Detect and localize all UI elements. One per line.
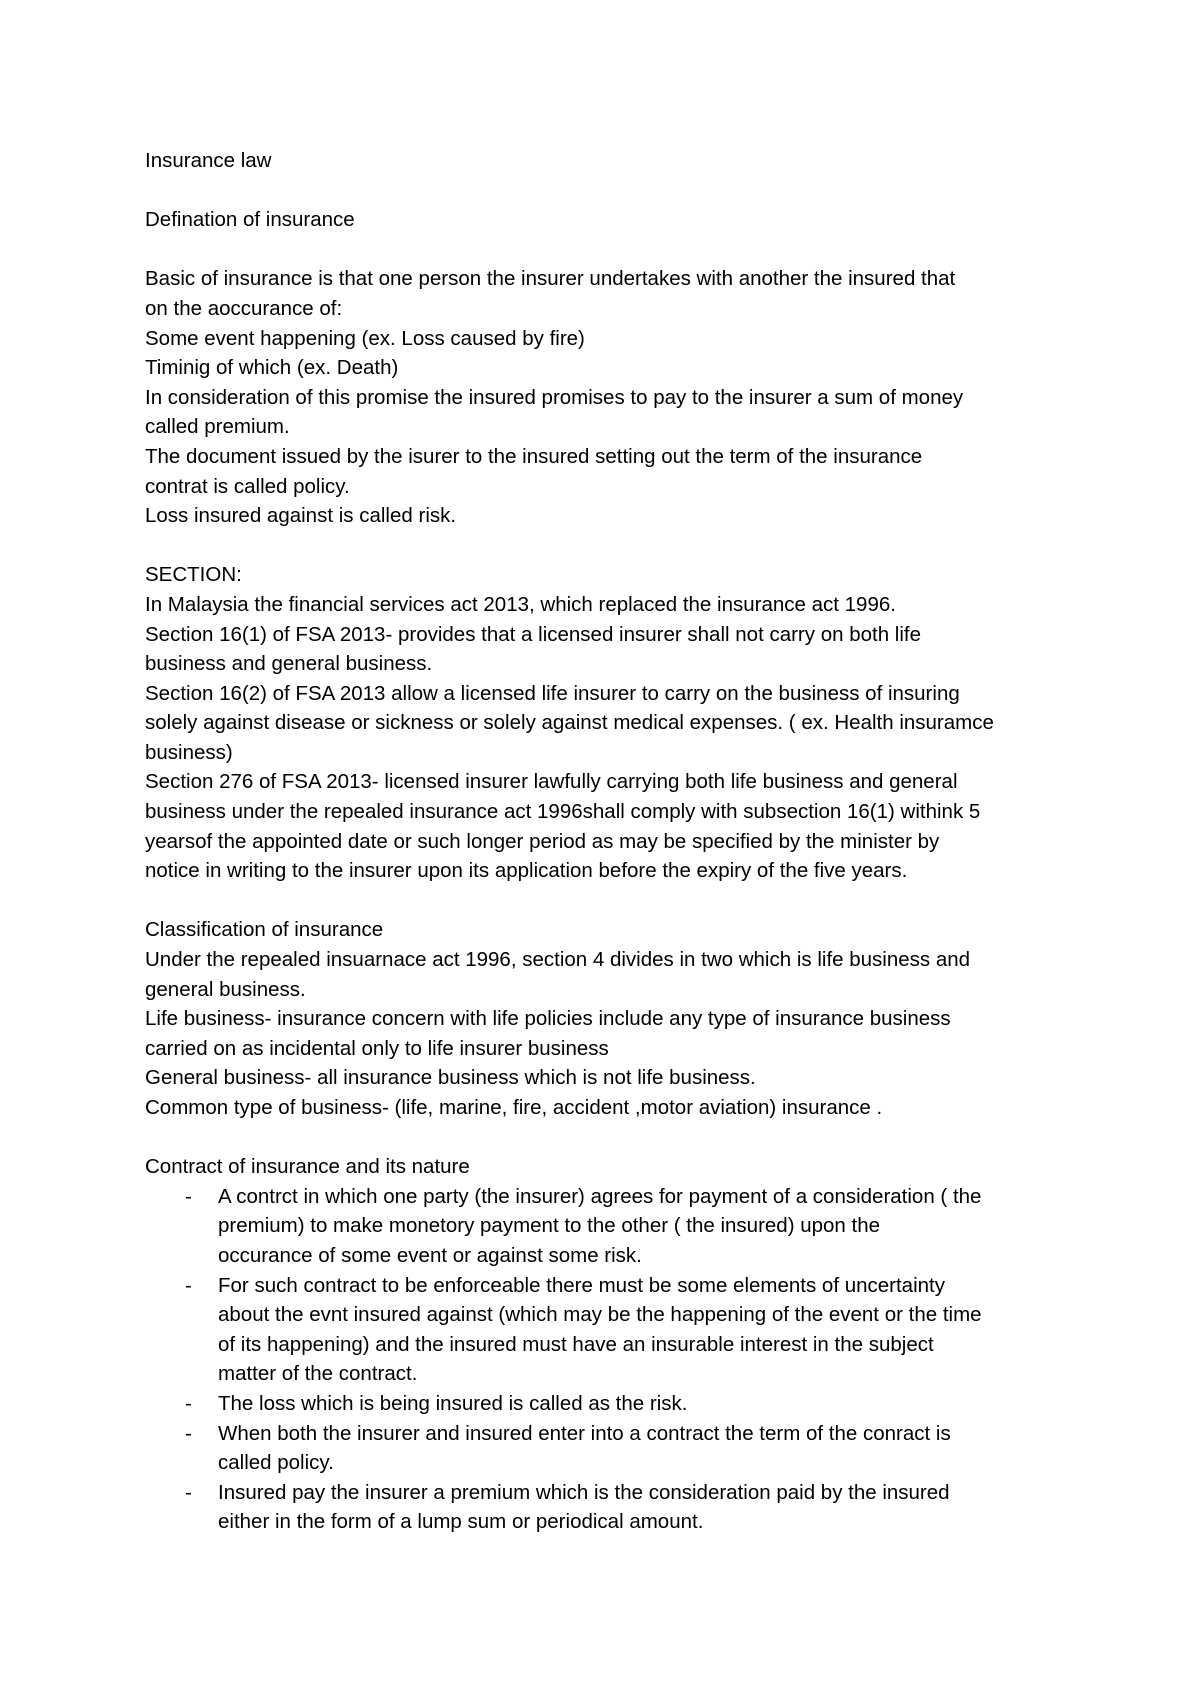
section-paragraph [145,590,1075,886]
spacer [145,176,1075,206]
classification-heading: Classification of insurance [145,918,384,942]
section-heading: SECTION: [145,563,242,587]
text-line: In consideration of this promise the insured promises to pay to the insurer a sum of money [145,385,964,409]
dash-bullet: - [185,1184,192,1208]
text-line: The loss which is being insured is called as the risk. [218,1391,688,1415]
text-line: For such contract to be enforceable there must be some elements of uncertainty [218,1273,945,1297]
document-title: Insurance law [145,149,272,172]
list-item [145,1419,1075,1478]
text-line: Timinig of which (ex. Death) [145,356,399,380]
classification-paragraph [145,945,1075,1123]
definition-heading: Defination of insurance [145,208,355,232]
text-line: general business. [145,977,306,1001]
spacer [145,1123,1075,1153]
dash-bullet: - [185,1273,192,1297]
document-page [145,146,1075,1537]
dash-bullet: - [185,1480,192,1504]
text-line: contrat is called policy. [145,474,350,498]
text-line: matter of the contract. [218,1362,418,1386]
text-line: Under the repealed insuarnace act 1996, section 4 divides in two which is life business and [145,948,971,972]
text-line: premium) to make monetory payment to the other ( the insured) upon the [218,1214,881,1238]
spacer [145,531,1075,561]
text-line: Common type of business- (life, marine, fire, accident ,motor aviation) insurance . [145,1096,883,1119]
text-line: called policy. [218,1451,334,1475]
dash-bullet: - [185,1391,192,1415]
text-line: of its happening) and the insured must have an insurable interest in the subject [218,1332,934,1356]
text-line: A contrct in which one party (the insurer) agrees for payment of a consideration ( the [218,1184,982,1208]
text-line: Life business- insurance concern with life policies include any type of insurance business [145,1007,951,1031]
text-line: Section 16(2) of FSA 2013 allow a licensed life insurer to carry on the business of insuring [145,681,960,705]
text-line: business under the repealed insurance act 1996shall comply with subsection 16(1) withink 5 [145,800,981,824]
text-line: Basic of insurance is that one person the insurer undertakes with another the insured that [145,267,956,291]
text-line: Loss insured against is called risk. [145,504,457,528]
list-item [145,1478,1075,1537]
list-item [145,1182,1075,1271]
bullet-text [218,1478,1075,1537]
definition-paragraph [145,264,1075,530]
text-line: Section 16(1) of FSA 2013- provides that a licensed insurer shall not carry on both life [145,622,922,646]
contract-heading: Contract of insurance and its nature [145,1155,470,1179]
bullet-text [218,1271,1075,1389]
text-line: yearsof the appointed date or such longer period as may be specified by the minister by [145,829,940,853]
text-line: When both the insurer and insured enter into a contract the term of the conract is [218,1421,951,1445]
text-line: The document issued by the isurer to the insured setting out the term of the insurance [145,444,923,468]
list-item [145,1389,1075,1419]
text-line: Section 276 of FSA 2013- licensed insurer lawfully carrying both life business and general [145,770,958,794]
list-item [145,1271,1075,1389]
text-line: solely against disease or sickness or solely against medical expenses. ( ex. Health insuramce [145,711,994,735]
text-line: either in the form of a lump sum or periodical amount. [218,1510,704,1534]
text-line: General business- all insurance business which is not life business. [145,1066,756,1090]
bullet-text [218,1389,1075,1419]
text-line: business) [145,740,233,764]
bullet-text [218,1419,1075,1478]
spacer [145,886,1075,916]
bullet-text [218,1182,1075,1271]
text-line: occurance of some event or against some risk. [218,1243,642,1267]
text-line: about the evnt insured against (which may be the happening of the event or the time [218,1303,982,1327]
dash-bullet: - [185,1421,192,1445]
text-line: carried on as incidental only to life insurer business [145,1036,609,1060]
text-line: called premium. [145,415,290,439]
text-line: Some event happening (ex. Loss caused by fire) [145,326,585,350]
text-line: notice in writing to the insurer upon its application before the expiry of the five years. [145,859,908,883]
text-line: In Malaysia the financial services act 2013, which replaced the insurance act 1996. [145,592,896,616]
text-line: on the aoccurance of: [145,296,343,320]
text-line: Insured pay the insurer a premium which is the consideration paid by the insured [218,1480,950,1504]
contract-bullet-list [145,1182,1075,1537]
spacer [145,235,1075,265]
text-line: business and general business. [145,652,433,676]
